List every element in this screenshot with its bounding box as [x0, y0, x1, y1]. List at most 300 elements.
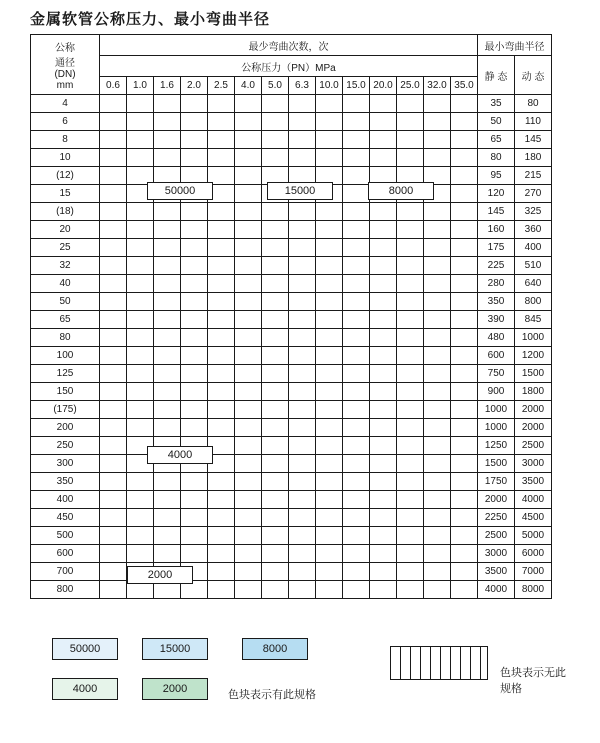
dn-header-line4: mm	[56, 79, 74, 91]
legend-swatch: 8000	[242, 638, 308, 660]
spec-cell	[262, 419, 289, 437]
spec-cell	[343, 509, 370, 527]
spec-cell	[127, 311, 154, 329]
dn-header-cell	[31, 35, 100, 95]
spec-cell	[451, 509, 478, 527]
radius-static-value: 1250	[478, 437, 515, 455]
dn-value: 450	[31, 509, 100, 527]
spec-cell	[100, 293, 127, 311]
radius-dynamic-value: 110	[515, 113, 552, 131]
spec-cell	[235, 581, 262, 599]
radius-static-value: 175	[478, 239, 515, 257]
spec-cell	[181, 383, 208, 401]
spec-cell	[235, 167, 262, 185]
callout-label: 8000	[368, 182, 434, 200]
spec-cell	[424, 329, 451, 347]
pressure-col-header: 32.0	[424, 77, 451, 95]
spec-cell	[154, 347, 181, 365]
spec-cell	[343, 257, 370, 275]
spec-cell	[100, 437, 127, 455]
spec-cell	[127, 149, 154, 167]
pressure-col-header: 6.3	[289, 77, 316, 95]
spec-cell	[397, 113, 424, 131]
radius-static-value: 1750	[478, 473, 515, 491]
radius-dynamic-value: 800	[515, 293, 552, 311]
spec-cell	[451, 473, 478, 491]
spec-cell	[154, 149, 181, 167]
spec-cell	[235, 95, 262, 113]
spec-cell	[208, 203, 235, 221]
radius-dynamic-value: 80	[515, 95, 552, 113]
spec-cell	[451, 437, 478, 455]
spec-cell	[208, 257, 235, 275]
radius-static-value: 900	[478, 383, 515, 401]
dn-value: 125	[31, 365, 100, 383]
spec-cell	[316, 473, 343, 491]
spec-cell	[262, 581, 289, 599]
spec-cell	[370, 437, 397, 455]
spec-cell	[181, 473, 208, 491]
spec-cell	[154, 257, 181, 275]
spec-cell	[181, 329, 208, 347]
spec-cell	[397, 401, 424, 419]
spec-cell	[370, 491, 397, 509]
spec-cell	[100, 329, 127, 347]
spec-cell	[208, 95, 235, 113]
spec-cell	[451, 239, 478, 257]
spec-cell	[127, 239, 154, 257]
spec-cell	[100, 131, 127, 149]
table-body	[31, 95, 552, 599]
spec-cell	[451, 365, 478, 383]
spec-cell	[370, 527, 397, 545]
dn-value: 800	[31, 581, 100, 599]
spec-cell	[262, 131, 289, 149]
radius-dynamic-value: 2000	[515, 419, 552, 437]
spec-cell	[343, 455, 370, 473]
spec-cell	[235, 437, 262, 455]
spec-cell	[316, 491, 343, 509]
spec-cell	[208, 491, 235, 509]
spec-cell	[397, 419, 424, 437]
spec-cell	[289, 383, 316, 401]
spec-cell	[127, 221, 154, 239]
spec-cell	[343, 401, 370, 419]
spec-cell	[397, 473, 424, 491]
spec-cell	[343, 491, 370, 509]
spec-cell	[262, 347, 289, 365]
dn-value: (12)	[31, 167, 100, 185]
spec-cell	[370, 455, 397, 473]
spec-cell	[289, 311, 316, 329]
dn-value: 300	[31, 455, 100, 473]
spec-cell	[424, 437, 451, 455]
spec-cell	[397, 293, 424, 311]
spec-cell	[451, 401, 478, 419]
table-row	[31, 257, 552, 275]
spec-cell	[208, 581, 235, 599]
spec-cell	[262, 401, 289, 419]
spec-cell	[262, 293, 289, 311]
spec-cell	[100, 149, 127, 167]
dn-value: (18)	[31, 203, 100, 221]
spec-cell	[451, 149, 478, 167]
page-title: 金属软管公称压力、最小弯曲半径	[30, 10, 271, 28]
dn-value: 700	[31, 563, 100, 581]
spec-cell	[235, 545, 262, 563]
spec-cell	[127, 131, 154, 149]
table-row	[31, 581, 552, 599]
spec-cell	[289, 203, 316, 221]
spec-cell	[316, 257, 343, 275]
spec-cell	[451, 563, 478, 581]
spec-cell	[370, 473, 397, 491]
callout-label: 4000	[147, 446, 213, 464]
spec-cell	[289, 113, 316, 131]
spec-cell	[181, 293, 208, 311]
radius-dynamic-value: 400	[515, 239, 552, 257]
spec-cell	[262, 509, 289, 527]
spec-cell	[316, 95, 343, 113]
radius-static-value: 750	[478, 365, 515, 383]
table-row	[31, 455, 552, 473]
spec-cell	[235, 149, 262, 167]
radius-static-value: 1000	[478, 419, 515, 437]
spec-cell	[397, 257, 424, 275]
dn-value: 40	[31, 275, 100, 293]
spec-cell	[181, 113, 208, 131]
table-row	[31, 491, 552, 509]
table-row	[31, 131, 552, 149]
pressure-col-header: 1.6	[154, 77, 181, 95]
spec-cell	[154, 491, 181, 509]
spec-cell	[154, 419, 181, 437]
spec-cell	[100, 113, 127, 131]
dn-value: 350	[31, 473, 100, 491]
spec-cell	[208, 527, 235, 545]
table-row	[31, 329, 552, 347]
dn-value: 250	[31, 437, 100, 455]
spec-cell	[289, 581, 316, 599]
spec-cell	[289, 455, 316, 473]
spec-cell	[181, 221, 208, 239]
header-row-2	[31, 56, 552, 77]
spec-cell	[424, 419, 451, 437]
spec-cell	[208, 545, 235, 563]
spec-cell	[181, 311, 208, 329]
dn-value: 150	[31, 383, 100, 401]
spec-cell	[181, 131, 208, 149]
spec-cell	[424, 149, 451, 167]
spec-cell	[343, 113, 370, 131]
radius-static-value: 50	[478, 113, 515, 131]
radius-dynamic-value: 145	[515, 131, 552, 149]
spec-cell	[397, 509, 424, 527]
spec-cell	[316, 329, 343, 347]
spec-cell	[235, 491, 262, 509]
spec-cell	[370, 347, 397, 365]
legend-swatch: 2000	[142, 678, 208, 700]
spec-cell	[100, 221, 127, 239]
spec-cell	[397, 437, 424, 455]
spec-cell	[181, 95, 208, 113]
spec-cell	[370, 383, 397, 401]
radius-static-value: 95	[478, 167, 515, 185]
pressure-col-header: 2.5	[208, 77, 235, 95]
spec-cell	[424, 383, 451, 401]
spec-cell	[289, 545, 316, 563]
spec-cell	[127, 347, 154, 365]
dn-value: 20	[31, 221, 100, 239]
spec-cell	[154, 383, 181, 401]
spec-cell	[127, 473, 154, 491]
spec-cell	[316, 275, 343, 293]
spec-cell	[397, 275, 424, 293]
table-row	[31, 509, 552, 527]
spec-cell	[316, 113, 343, 131]
spec-cell	[181, 347, 208, 365]
spec-cell	[100, 419, 127, 437]
spec-cell	[343, 239, 370, 257]
spec-cell	[127, 491, 154, 509]
radius-dynamic-value: 8000	[515, 581, 552, 599]
spec-cell	[424, 401, 451, 419]
radius-dynamic-value: 5000	[515, 527, 552, 545]
table-row	[31, 437, 552, 455]
spec-cell	[289, 149, 316, 167]
spec-cell	[262, 239, 289, 257]
spec-cell	[451, 311, 478, 329]
spec-cell	[316, 239, 343, 257]
spec-cell	[100, 365, 127, 383]
spec-cell	[370, 131, 397, 149]
dn-value: 100	[31, 347, 100, 365]
spec-cell	[397, 527, 424, 545]
spec-cell	[424, 95, 451, 113]
radius-dynamic-value: 360	[515, 221, 552, 239]
pressure-col-header: 4.0	[235, 77, 262, 95]
spec-cell	[343, 563, 370, 581]
spec-cell	[289, 419, 316, 437]
spec-cell	[370, 329, 397, 347]
radius-dynamic-value: 6000	[515, 545, 552, 563]
spec-cell	[370, 509, 397, 527]
spec-cell	[262, 95, 289, 113]
legend-note-color: 色块表示有此规格	[228, 688, 316, 701]
dn-value: 10	[31, 149, 100, 167]
table-row	[31, 527, 552, 545]
header-row-pressures	[31, 77, 552, 95]
spec-cell	[397, 383, 424, 401]
spec-cell	[424, 113, 451, 131]
table-row	[31, 401, 552, 419]
radius-static-value: 480	[478, 329, 515, 347]
radius-static-value: 4000	[478, 581, 515, 599]
radius-static-value: 280	[478, 275, 515, 293]
spec-cell	[154, 473, 181, 491]
spec-cell	[424, 455, 451, 473]
radius-static-value: 160	[478, 221, 515, 239]
spec-cell	[451, 581, 478, 599]
spec-cell	[127, 329, 154, 347]
spec-cell	[127, 545, 154, 563]
spec-cell	[100, 239, 127, 257]
spec-cell	[424, 563, 451, 581]
spec-cell	[316, 311, 343, 329]
spec-cell	[316, 437, 343, 455]
table-row	[31, 275, 552, 293]
spec-cell	[235, 419, 262, 437]
spec-cell	[235, 365, 262, 383]
spec-cell	[262, 545, 289, 563]
spec-cell	[370, 311, 397, 329]
spec-cell	[343, 203, 370, 221]
spec-cell	[451, 257, 478, 275]
dn-value: 8	[31, 131, 100, 149]
spec-cell	[397, 347, 424, 365]
spec-cell	[262, 149, 289, 167]
spec-cell	[316, 149, 343, 167]
radius-static-value: 3500	[478, 563, 515, 581]
table-row	[31, 545, 552, 563]
radius-dynamic-value: 2500	[515, 437, 552, 455]
spec-cell	[235, 275, 262, 293]
spec-cell	[208, 473, 235, 491]
spec-cell	[127, 293, 154, 311]
spec-cell	[208, 311, 235, 329]
radius-dynamic-value: 325	[515, 203, 552, 221]
table-row	[31, 365, 552, 383]
spec-cell	[343, 527, 370, 545]
spec-cell	[181, 149, 208, 167]
radius-dynamic-header: 动 态	[515, 56, 552, 95]
spec-cell	[451, 185, 478, 203]
spec-cell	[343, 221, 370, 239]
radius-dynamic-value: 640	[515, 275, 552, 293]
spec-cell	[208, 419, 235, 437]
spec-cell	[370, 365, 397, 383]
table-row	[31, 293, 552, 311]
spec-cell	[289, 257, 316, 275]
spec-cell	[397, 149, 424, 167]
spec-cell	[289, 491, 316, 509]
legend-swatch: 4000	[52, 678, 118, 700]
spec-cell	[316, 581, 343, 599]
spec-cell	[127, 419, 154, 437]
spec-cell	[289, 527, 316, 545]
spec-cell	[100, 347, 127, 365]
spec-cell	[127, 95, 154, 113]
radius-static-value: 1000	[478, 401, 515, 419]
spec-cell	[397, 563, 424, 581]
spec-cell	[289, 509, 316, 527]
spec-cell	[208, 329, 235, 347]
spec-cell	[316, 365, 343, 383]
spec-cell	[154, 275, 181, 293]
table-row	[31, 383, 552, 401]
spec-cell	[343, 329, 370, 347]
spec-cell	[370, 275, 397, 293]
spec-cell	[235, 293, 262, 311]
spec-cell	[235, 329, 262, 347]
dn-value: 4	[31, 95, 100, 113]
spec-cell	[316, 347, 343, 365]
spec-cell	[451, 527, 478, 545]
table-row	[31, 113, 552, 131]
pressure-col-header: 20.0	[370, 77, 397, 95]
spec-cell	[424, 239, 451, 257]
spec-cell	[154, 509, 181, 527]
table-row	[31, 203, 552, 221]
spec-cell	[235, 131, 262, 149]
spec-cell	[154, 95, 181, 113]
spec-cell	[235, 509, 262, 527]
dn-value: 80	[31, 329, 100, 347]
pressure-col-header: 25.0	[397, 77, 424, 95]
spec-cell	[181, 203, 208, 221]
spec-cell	[343, 473, 370, 491]
spec-cell	[100, 95, 127, 113]
spec-cell	[127, 383, 154, 401]
spec-cell	[154, 329, 181, 347]
radius-static-value: 65	[478, 131, 515, 149]
spec-cell	[370, 419, 397, 437]
spec-cell	[262, 473, 289, 491]
spec-cell	[397, 329, 424, 347]
spec-cell	[208, 347, 235, 365]
spec-cell	[424, 257, 451, 275]
spec-cell	[316, 545, 343, 563]
spec-cell	[262, 383, 289, 401]
dn-value: 32	[31, 257, 100, 275]
radius-static-value: 225	[478, 257, 515, 275]
spec-cell	[235, 239, 262, 257]
spec-cell	[289, 221, 316, 239]
spec-cell	[235, 401, 262, 419]
radius-static-value: 2000	[478, 491, 515, 509]
spec-cell	[424, 131, 451, 149]
spec-cell	[316, 131, 343, 149]
dn-header-line1: 公称	[55, 42, 75, 54]
spec-cell	[262, 329, 289, 347]
spec-cell	[235, 347, 262, 365]
spec-cell	[451, 293, 478, 311]
spec-cell	[262, 563, 289, 581]
spec-cell	[235, 203, 262, 221]
radius-static-value: 2250	[478, 509, 515, 527]
spec-cell	[208, 509, 235, 527]
spec-cell	[451, 383, 478, 401]
spec-cell	[370, 239, 397, 257]
spec-cell	[208, 401, 235, 419]
spec-cell	[100, 563, 127, 581]
header-row-1	[31, 35, 552, 56]
spec-cell	[343, 167, 370, 185]
spec-cell	[100, 203, 127, 221]
dn-value: 6	[31, 113, 100, 131]
spec-cell	[208, 239, 235, 257]
spec-cell	[154, 365, 181, 383]
spec-cell	[154, 131, 181, 149]
spec-cell	[316, 509, 343, 527]
spec-cell	[262, 113, 289, 131]
spec-cell	[235, 473, 262, 491]
radius-static-value: 145	[478, 203, 515, 221]
spec-cell	[370, 221, 397, 239]
radius-dynamic-value: 215	[515, 167, 552, 185]
radius-static-value: 600	[478, 347, 515, 365]
spec-cell	[451, 95, 478, 113]
